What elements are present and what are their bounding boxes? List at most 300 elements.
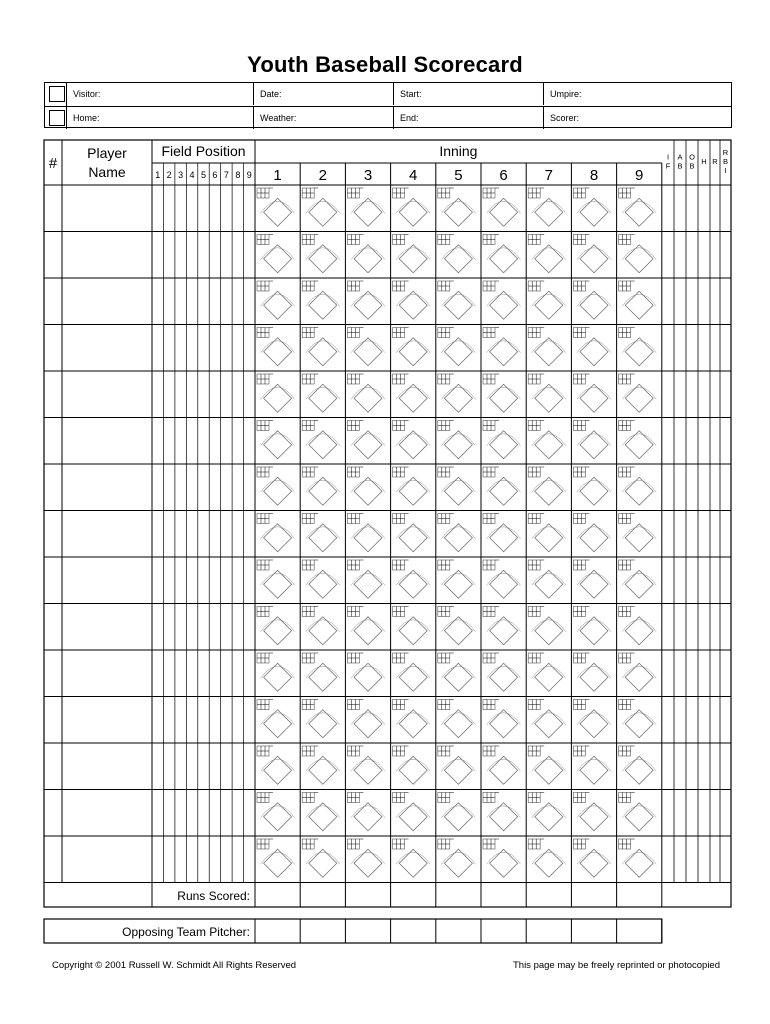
outfield-arc — [532, 666, 566, 678]
base-diamond[interactable] — [490, 524, 518, 552]
base-diamond[interactable] — [399, 524, 427, 552]
outfield-arc — [532, 294, 566, 306]
outfield-arc — [396, 387, 430, 399]
name-header: Name — [88, 164, 126, 180]
base-diamond[interactable] — [490, 570, 518, 598]
outfield-arc — [577, 620, 611, 632]
base-diamond[interactable] — [444, 570, 472, 598]
stat-label-5: I — [724, 166, 727, 175]
outfield-arc — [261, 341, 295, 353]
outfield-arc — [441, 666, 475, 678]
outfield-arc — [351, 201, 385, 213]
outfield-arc — [261, 806, 295, 818]
base-diamond[interactable] — [580, 384, 608, 412]
base-diamond[interactable] — [580, 198, 608, 226]
base-diamond[interactable] — [625, 756, 653, 784]
base-diamond[interactable] — [399, 245, 427, 273]
outfield-arc — [532, 713, 566, 725]
outfield-arc — [351, 294, 385, 306]
outfield-arc — [306, 294, 340, 306]
copyright-text: Copyright © 2001 Russell W. Schmidt All Rights Reserved — [52, 960, 297, 971]
stat-label-0: I — [666, 152, 670, 162]
outfield-arc — [622, 806, 656, 818]
outfield-arc — [577, 759, 611, 771]
outfield-arc — [441, 480, 475, 492]
base-diamond[interactable] — [625, 477, 653, 505]
outfield-arc — [577, 434, 611, 446]
base-diamond[interactable] — [309, 291, 337, 319]
base-diamond[interactable] — [354, 710, 382, 738]
base-diamond[interactable] — [444, 477, 472, 505]
base-diamond[interactable] — [354, 849, 382, 877]
outfield-arc — [306, 201, 340, 213]
outfield-arc — [577, 248, 611, 260]
outfield-arc — [261, 713, 295, 725]
base-diamond[interactable] — [399, 617, 427, 645]
outfield-arc — [261, 294, 295, 306]
outfield-arc — [487, 620, 521, 632]
outfield-arc — [441, 573, 475, 585]
home-label: Home: — [73, 113, 100, 123]
base-diamond[interactable] — [490, 338, 518, 366]
base-diamond[interactable] — [625, 524, 653, 552]
base-diamond[interactable] — [444, 663, 472, 691]
base-diamond[interactable] — [580, 803, 608, 831]
base-diamond[interactable] — [535, 384, 563, 412]
outfield-arc — [261, 759, 295, 771]
outfield-arc — [622, 759, 656, 771]
base-diamond[interactable] — [264, 477, 292, 505]
position-label-4: 4 — [189, 170, 195, 180]
inning-label-2: 2 — [318, 167, 327, 184]
outfield-arc — [396, 759, 430, 771]
base-diamond[interactable] — [354, 803, 382, 831]
base-diamond[interactable] — [264, 849, 292, 877]
base-diamond[interactable] — [354, 617, 382, 645]
stat-label-5: B — [722, 157, 729, 166]
outfield-arc — [441, 387, 475, 399]
weather-label: Weather: — [260, 113, 297, 123]
outfield-arc — [306, 387, 340, 399]
base-diamond[interactable] — [444, 849, 472, 877]
base-diamond[interactable] — [264, 245, 292, 273]
outfield-arc — [577, 527, 611, 539]
outfield-arc — [532, 201, 566, 213]
outfield-arc — [487, 480, 521, 492]
position-label-8: 8 — [235, 170, 241, 180]
base-diamond[interactable] — [625, 338, 653, 366]
base-diamond[interactable] — [309, 756, 337, 784]
base-diamond[interactable] — [580, 338, 608, 366]
base-diamond[interactable] — [490, 477, 518, 505]
scorecard-title: Youth Baseball Scorecard — [247, 52, 523, 77]
base-diamond[interactable] — [625, 291, 653, 319]
inning-label-4: 4 — [409, 167, 418, 184]
outfield-arc — [306, 248, 340, 260]
base-diamond[interactable] — [490, 849, 518, 877]
outfield-arc — [396, 806, 430, 818]
base-diamond[interactable] — [490, 431, 518, 459]
outfield-arc — [622, 620, 656, 632]
outfield-arc — [396, 713, 430, 725]
base-diamond[interactable] — [399, 663, 427, 691]
base-diamond[interactable] — [580, 617, 608, 645]
stat-label-2: B — [689, 161, 695, 171]
base-diamond[interactable] — [354, 198, 382, 226]
scorer-label: Scorer: — [550, 113, 580, 123]
outfield-arc — [351, 248, 385, 260]
outfield-arc — [441, 201, 475, 213]
base-diamond[interactable] — [354, 663, 382, 691]
base-diamond[interactable] — [309, 849, 337, 877]
outfield-arc — [261, 852, 295, 864]
base-diamond[interactable] — [535, 338, 563, 366]
base-diamond[interactable] — [264, 431, 292, 459]
outfield-arc — [261, 248, 295, 260]
outfield-arc — [306, 806, 340, 818]
base-diamond[interactable] — [264, 756, 292, 784]
base-diamond[interactable] — [264, 291, 292, 319]
outfield-arc — [351, 573, 385, 585]
player-header: Player — [87, 145, 127, 161]
outfield-arc — [261, 666, 295, 678]
base-diamond[interactable] — [535, 710, 563, 738]
outfield-arc — [351, 620, 385, 632]
base-diamond[interactable] — [490, 198, 518, 226]
base-diamond[interactable] — [354, 245, 382, 273]
base-diamond[interactable] — [490, 384, 518, 412]
base-diamond[interactable] — [444, 524, 472, 552]
outfield-arc — [487, 248, 521, 260]
base-diamond[interactable] — [580, 663, 608, 691]
base-diamond[interactable] — [535, 849, 563, 877]
base-diamond[interactable] — [444, 803, 472, 831]
outfield-arc — [351, 341, 385, 353]
reprint-note: This page may be freely reprinted or photocopied — [512, 960, 720, 971]
outfield-arc — [441, 759, 475, 771]
base-diamond[interactable] — [490, 617, 518, 645]
outfield-arc — [487, 573, 521, 585]
base-diamond[interactable] — [490, 663, 518, 691]
base-diamond[interactable] — [444, 710, 472, 738]
base-diamond[interactable] — [309, 663, 337, 691]
inning-label-5: 5 — [454, 167, 463, 184]
outfield-arc — [532, 480, 566, 492]
outfield-arc — [532, 573, 566, 585]
base-diamond[interactable] — [309, 803, 337, 831]
position-label-5: 5 — [200, 170, 207, 180]
base-diamond[interactable] — [625, 617, 653, 645]
inning-label-9: 9 — [635, 167, 644, 184]
base-diamond[interactable] — [354, 570, 382, 598]
position-label-1: 1 — [155, 170, 161, 180]
base-diamond[interactable] — [625, 710, 653, 738]
base-diamond[interactable] — [490, 756, 518, 784]
runs-scored-label: Runs Scored: — [177, 889, 250, 903]
outfield-arc — [261, 434, 295, 446]
base-diamond[interactable] — [625, 803, 653, 831]
stat-label-1: B — [677, 161, 683, 171]
base-diamond[interactable] — [444, 338, 472, 366]
outfield-arc — [622, 573, 656, 585]
outfield-arc — [487, 713, 521, 725]
base-diamond[interactable] — [625, 663, 653, 691]
outfield-arc — [351, 713, 385, 725]
base-diamond[interactable] — [354, 291, 382, 319]
outfield-arc — [441, 852, 475, 864]
outfield-arc — [577, 806, 611, 818]
outfield-arc — [441, 434, 475, 446]
base-diamond[interactable] — [399, 849, 427, 877]
base-diamond[interactable] — [444, 291, 472, 319]
base-diamond[interactable] — [490, 245, 518, 273]
base-diamond[interactable] — [264, 338, 292, 366]
base-diamond[interactable] — [580, 849, 608, 877]
outfield-arc — [532, 434, 566, 446]
outfield-arc — [622, 480, 656, 492]
base-diamond[interactable] — [264, 570, 292, 598]
base-diamond[interactable] — [264, 524, 292, 552]
base-diamond[interactable] — [625, 849, 653, 877]
outfield-arc — [577, 294, 611, 306]
start-label: Start: — [400, 89, 422, 99]
visitor-label: Visitor: — [73, 89, 101, 99]
outfield-arc — [577, 666, 611, 678]
outfield-arc — [306, 434, 340, 446]
outfield-arc — [441, 527, 475, 539]
outfield-arc — [351, 527, 385, 539]
base-diamond[interactable] — [580, 756, 608, 784]
outfield-arc — [532, 248, 566, 260]
outfield-arc — [532, 341, 566, 353]
base-diamond[interactable] — [399, 338, 427, 366]
base-diamond[interactable] — [354, 384, 382, 412]
position-label-3: 3 — [178, 170, 184, 180]
base-diamond[interactable] — [264, 617, 292, 645]
outfield-arc — [306, 666, 340, 678]
stat-label-0: F — [665, 161, 671, 171]
base-diamond[interactable] — [535, 477, 563, 505]
outfield-arc — [396, 434, 430, 446]
position-label-7: 7 — [223, 170, 229, 180]
outfield-arc — [487, 759, 521, 771]
outfield-arc — [441, 248, 475, 260]
base-diamond[interactable] — [535, 245, 563, 273]
base-diamond[interactable] — [399, 384, 427, 412]
outfield-arc — [351, 387, 385, 399]
base-diamond[interactable] — [354, 524, 382, 552]
outfield-arc — [577, 341, 611, 353]
outfield-arc — [306, 527, 340, 539]
base-diamond[interactable] — [444, 245, 472, 273]
base-diamond[interactable] — [580, 291, 608, 319]
outfield-arc — [261, 527, 295, 539]
base-diamond[interactable] — [625, 431, 653, 459]
base-diamond[interactable] — [535, 803, 563, 831]
outfield-arc — [577, 852, 611, 864]
base-diamond[interactable] — [535, 663, 563, 691]
field-position-header: Field Position — [161, 143, 246, 159]
outfield-arc — [261, 201, 295, 213]
stat-label-5: R — [722, 148, 729, 157]
base-diamond[interactable] — [264, 710, 292, 738]
outfield-arc — [577, 573, 611, 585]
base-diamond[interactable] — [264, 663, 292, 691]
base-diamond[interactable] — [309, 570, 337, 598]
outfield-arc — [351, 480, 385, 492]
outfield-arc — [306, 852, 340, 864]
base-diamond[interactable] — [309, 477, 337, 505]
base-diamond[interactable] — [535, 570, 563, 598]
base-diamond[interactable] — [490, 710, 518, 738]
outfield-arc — [351, 806, 385, 818]
outfield-arc — [622, 527, 656, 539]
position-label-6: 6 — [212, 170, 218, 180]
base-diamond[interactable] — [309, 384, 337, 412]
base-diamond[interactable] — [264, 384, 292, 412]
inning-label-7: 7 — [544, 167, 553, 184]
base-diamond[interactable] — [354, 756, 382, 784]
base-diamond[interactable] — [399, 431, 427, 459]
base-diamond[interactable] — [580, 570, 608, 598]
base-diamond[interactable] — [580, 477, 608, 505]
base-diamond[interactable] — [535, 291, 563, 319]
base-diamond[interactable] — [535, 198, 563, 226]
base-diamond[interactable] — [264, 803, 292, 831]
outfield-arc — [441, 806, 475, 818]
stat-label-1: A — [677, 152, 683, 162]
outfield-arc — [306, 341, 340, 353]
outfield-arc — [396, 852, 430, 864]
outfield-arc — [261, 620, 295, 632]
base-diamond[interactable] — [535, 617, 563, 645]
end-label: End: — [400, 113, 419, 123]
outfield-arc — [261, 387, 295, 399]
outfield-arc — [396, 527, 430, 539]
outfield-arc — [622, 201, 656, 213]
outfield-arc — [351, 759, 385, 771]
base-diamond[interactable] — [399, 570, 427, 598]
outfield-arc — [487, 806, 521, 818]
base-diamond[interactable] — [625, 198, 653, 226]
opposing-pitcher-label: Opposing Team Pitcher: — [122, 925, 250, 939]
outfield-arc — [622, 341, 656, 353]
base-diamond[interactable] — [399, 198, 427, 226]
outfield-arc — [396, 248, 430, 260]
outfield-arc — [306, 573, 340, 585]
date-label: Date: — [260, 89, 282, 99]
base-diamond[interactable] — [399, 756, 427, 784]
position-label-2: 2 — [166, 170, 172, 180]
base-diamond[interactable] — [354, 431, 382, 459]
position-label-9: 9 — [246, 170, 252, 180]
base-diamond[interactable] — [399, 710, 427, 738]
base-diamond[interactable] — [580, 245, 608, 273]
base-diamond[interactable] — [309, 524, 337, 552]
outfield-arc — [261, 480, 295, 492]
base-diamond[interactable] — [580, 524, 608, 552]
base-diamond[interactable] — [625, 570, 653, 598]
base-diamond[interactable] — [399, 477, 427, 505]
base-diamond[interactable] — [354, 477, 382, 505]
outfield-arc — [532, 806, 566, 818]
base-diamond[interactable] — [535, 431, 563, 459]
outfield-arc — [396, 341, 430, 353]
outfield-arc — [396, 573, 430, 585]
base-diamond[interactable] — [309, 245, 337, 273]
outfield-arc — [351, 666, 385, 678]
outfield-arc — [577, 387, 611, 399]
outfield-arc — [441, 341, 475, 353]
base-diamond[interactable] — [580, 710, 608, 738]
base-diamond[interactable] — [399, 291, 427, 319]
outfield-arc — [532, 387, 566, 399]
base-diamond[interactable] — [354, 338, 382, 366]
inning-label-3: 3 — [363, 167, 373, 184]
base-diamond[interactable] — [309, 710, 337, 738]
inning-label-1: 1 — [273, 167, 282, 184]
outfield-arc — [306, 620, 340, 632]
base-diamond[interactable] — [444, 617, 472, 645]
outfield-arc — [532, 852, 566, 864]
outfield-arc — [577, 713, 611, 725]
outfield-arc — [351, 852, 385, 864]
outfield-arc — [396, 201, 430, 213]
outfield-arc — [622, 666, 656, 678]
base-diamond[interactable] — [444, 431, 472, 459]
outfield-arc — [577, 201, 611, 213]
base-diamond[interactable] — [490, 803, 518, 831]
outfield-arc — [487, 201, 521, 213]
outfield-arc — [532, 620, 566, 632]
outfield-arc — [396, 620, 430, 632]
base-diamond[interactable] — [444, 384, 472, 412]
outfield-arc — [622, 387, 656, 399]
base-diamond[interactable] — [264, 198, 292, 226]
outfield-arc — [487, 527, 521, 539]
outfield-arc — [532, 527, 566, 539]
outfield-arc — [261, 573, 295, 585]
base-diamond[interactable] — [625, 245, 653, 273]
base-diamond[interactable] — [309, 198, 337, 226]
outfield-arc — [487, 666, 521, 678]
base-diamond[interactable] — [309, 431, 337, 459]
outfield-arc — [622, 852, 656, 864]
outfield-arc — [532, 759, 566, 771]
inning-label-8: 8 — [589, 167, 599, 184]
base-diamond[interactable] — [399, 803, 427, 831]
outfield-arc — [622, 434, 656, 446]
stat-label-4: R — [712, 157, 718, 166]
outfield-arc — [396, 480, 430, 492]
inning-header: Inning — [439, 143, 478, 159]
base-diamond[interactable] — [309, 338, 337, 366]
base-diamond[interactable] — [444, 198, 472, 226]
outfield-arc — [622, 294, 656, 306]
base-diamond[interactable] — [535, 524, 563, 552]
base-diamond[interactable] — [490, 291, 518, 319]
base-diamond[interactable] — [580, 431, 608, 459]
base-diamond[interactable] — [625, 384, 653, 412]
outfield-arc — [487, 434, 521, 446]
outfield-arc — [306, 759, 340, 771]
base-diamond[interactable] — [535, 756, 563, 784]
base-diamond[interactable] — [309, 617, 337, 645]
outfield-arc — [441, 294, 475, 306]
outfield-arc — [306, 480, 340, 492]
base-diamond[interactable] — [444, 756, 472, 784]
number-header: # — [48, 155, 58, 172]
